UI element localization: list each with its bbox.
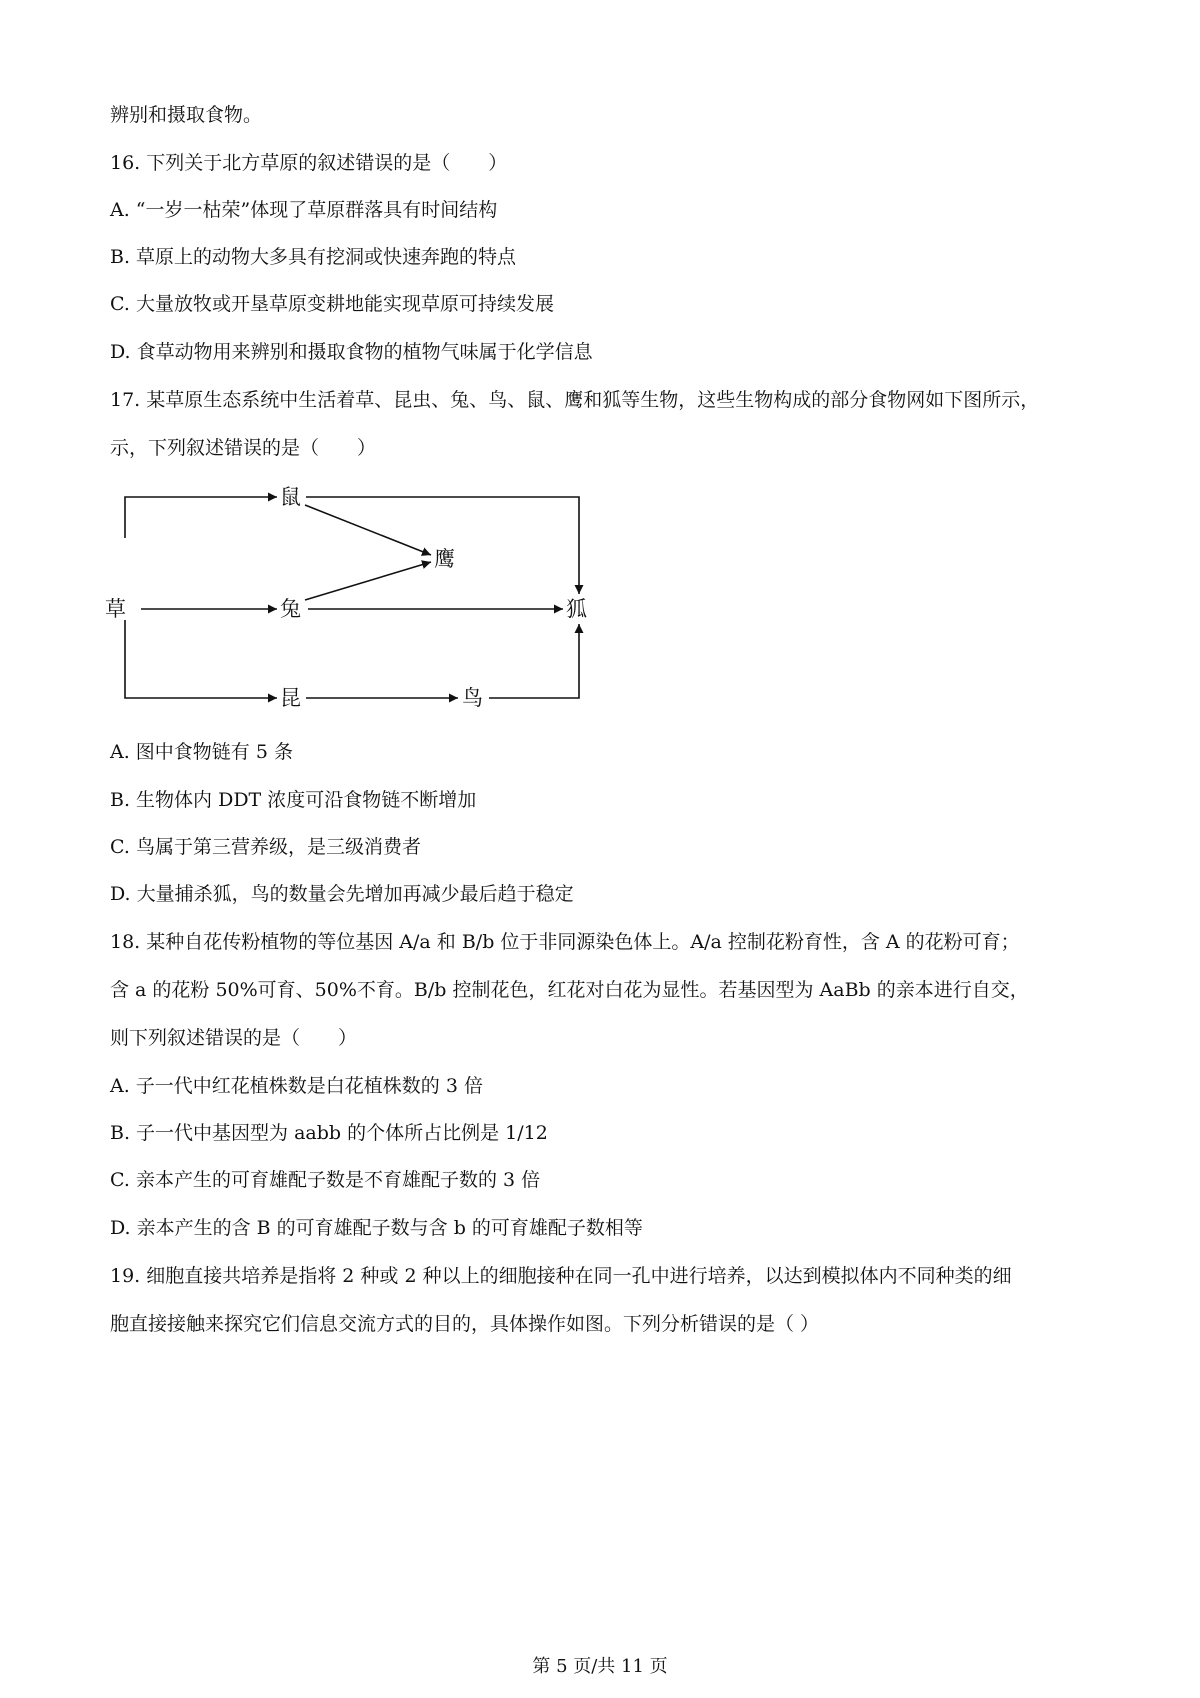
question-19-stem-line-2: 胞直接接触来探究它们信息交流方式的目的，具体操作如图。下列分析错误的是（ ）: [110, 1313, 820, 1335]
arrow-rabbit-to-eagle: [305, 562, 431, 600]
question-17-option-b: B. 生物体内 DDT 浓度可沿食物链不断增加: [110, 789, 477, 811]
question-17-option-a: A. 图中食物链有 5 条: [110, 741, 293, 763]
node-mouse: 鼠: [280, 485, 301, 509]
page-number-footer: 第 5 页/共 11 页: [532, 1656, 668, 1677]
question-18-option-a: A. 子一代中红花植株数是白花植株数的 3 倍: [110, 1075, 483, 1097]
arrow-grass-to-mouse: [125, 497, 277, 538]
question-18-stem-line-3: 则下列叙述错误的是（ ）: [110, 1027, 358, 1049]
arrow-mouse-to-fox: [306, 497, 579, 594]
question-17-stem-line-1: 17. 某草原生态系统中生活着草、昆虫、兔、鸟、鼠、鹰和狐等生物，这些生物构成的部分食物网如下图所示，: [110, 389, 1040, 411]
node-bird: 鸟: [462, 686, 483, 710]
arrow-bird-to-fox: [489, 624, 579, 698]
question-17-option-d: D. 大量捕杀狐，鸟的数量会先增加再减少最后趋于稳定: [110, 883, 574, 905]
question-18-option-d: D. 亲本产生的含 B 的可育雄配子数与含 b 的可育雄配子数相等: [110, 1217, 643, 1239]
arrow-mouse-to-eagle: [305, 505, 431, 555]
question-16-option-d: D. 食草动物用来辨别和摄取食物的植物气味属于化学信息: [110, 341, 593, 363]
question-16-option-a: A. “一岁一枯荣”体现了草原群落具有时间结构: [110, 199, 498, 221]
question-18-stem-line-1: 18. 某种自花传粉植物的等位基因 A/a 和 B/b 位于非同源染色体上。A/a 控制花粉育性，含 A 的花粉可育；: [110, 931, 1020, 953]
node-fox: 狐: [566, 597, 587, 621]
arrow-grass-to-insect: [125, 620, 277, 698]
question-16-option-c: C. 大量放牧或开垦草原变耕地能实现草原可持续发展: [110, 293, 554, 315]
continued-text: 辨别和摄取食物。: [110, 104, 263, 126]
node-grass: 草: [105, 597, 126, 621]
question-16-option-b: B. 草原上的动物大多具有挖洞或快速奔跑的特点: [110, 246, 517, 268]
food-web-diagram: [105, 470, 605, 720]
question-18-option-b: B. 子一代中基因型为 aabb 的个体所占比例是 1/12: [110, 1122, 548, 1144]
question-17-option-c: C. 鸟属于第三营养级，是三级消费者: [110, 836, 421, 858]
node-eagle: 鹰: [434, 547, 455, 571]
question-18-stem-line-2: 含 a 的花粉 50%可育、50%不育。B/b 控制花色，红花对白花为显性。若基因型为 AaBb 的亲本进行自交，: [110, 979, 1029, 1001]
node-rabbit: 兔: [280, 597, 301, 621]
question-18-option-c: C. 亲本产生的可育雄配子数是不育雄配子数的 3 倍: [110, 1169, 541, 1191]
question-17-stem-line-2: 示，下列叙述错误的是（ ）: [110, 437, 377, 459]
question-16-stem: 16. 下列关于北方草原的叙述错误的是（ ）: [110, 152, 508, 174]
node-insect: 昆: [280, 686, 301, 710]
question-19-stem-line-1: 19. 细胞直接共培养是指将 2 种或 2 种以上的细胞接种在同一孔中进行培养，以达到模拟体内不同种类的细: [110, 1265, 1012, 1287]
